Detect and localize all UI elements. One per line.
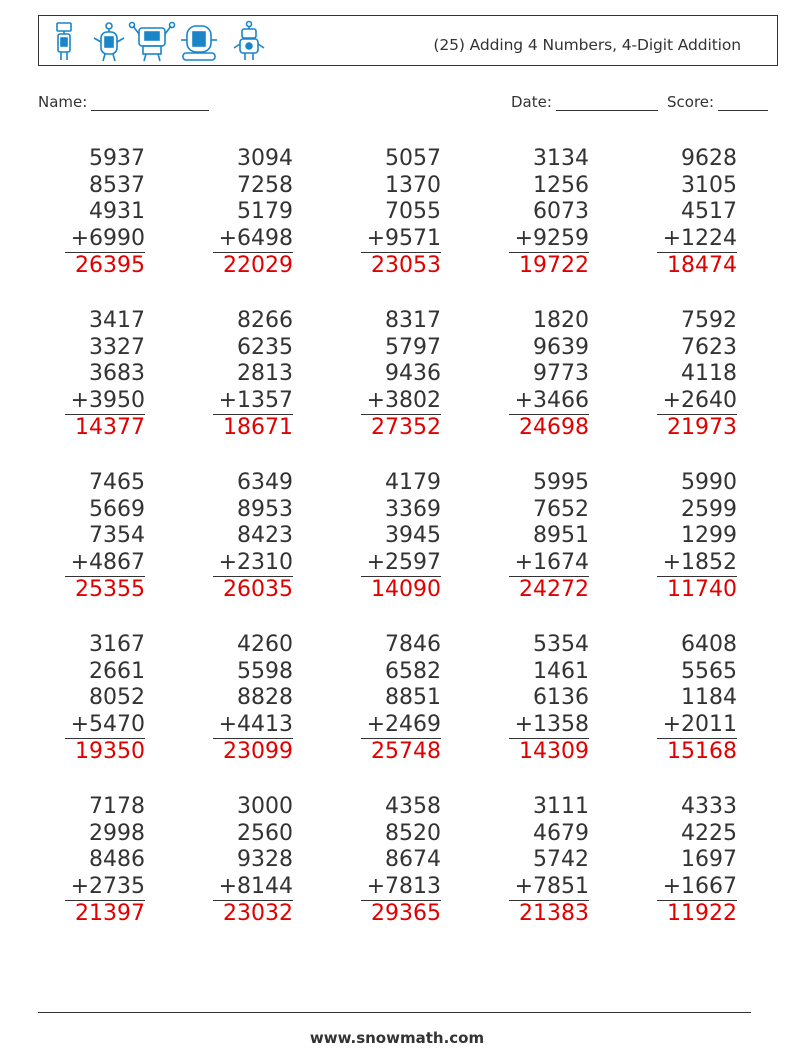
addend: 7055 <box>385 199 441 225</box>
score-field[interactable] <box>667 93 768 111</box>
addend: 5565 <box>681 658 737 684</box>
answer: 19722 <box>519 253 589 279</box>
addend: 5797 <box>385 334 441 360</box>
answer: 14309 <box>519 739 589 765</box>
addend: 4260 <box>237 632 293 657</box>
addend: 3094 <box>237 146 293 171</box>
addend: 3167 <box>89 632 145 657</box>
footer-divider <box>38 1012 751 1013</box>
addend: 8052 <box>89 685 145 711</box>
addend-with-plus: +5470 <box>65 712 145 740</box>
addend: 2560 <box>237 820 293 846</box>
addition-problem <box>361 632 441 766</box>
addend-with-plus: +2597 <box>361 550 441 578</box>
addend: 7846 <box>385 632 441 657</box>
addend: 5179 <box>237 199 293 225</box>
addition-problem <box>213 794 293 928</box>
addend: 9639 <box>533 334 589 360</box>
addend-with-plus: +2640 <box>657 388 737 416</box>
answer: 25355 <box>75 577 145 603</box>
addend: 8951 <box>533 523 589 549</box>
answer: 23099 <box>223 739 293 765</box>
addition-problem <box>213 146 293 280</box>
addend-with-plus: +3802 <box>361 388 441 416</box>
addition-problem <box>65 794 145 928</box>
addend: 6136 <box>533 685 589 711</box>
answer: 27352 <box>371 415 441 441</box>
addend-with-plus: +1224 <box>657 226 737 254</box>
addend: 6349 <box>237 470 293 495</box>
addend: 4333 <box>681 794 737 819</box>
robots-icon <box>53 20 273 64</box>
addend-with-plus: +4413 <box>213 712 293 740</box>
addend: 4517 <box>681 199 737 225</box>
addend-with-plus: +3950 <box>65 388 145 416</box>
addend: 3111 <box>533 794 589 819</box>
addition-problem <box>65 308 145 442</box>
addend-with-plus: +3466 <box>509 388 589 416</box>
answer: 19350 <box>75 739 145 765</box>
answer: 11922 <box>667 901 737 927</box>
answer: 26035 <box>223 577 293 603</box>
addend: 8423 <box>237 523 293 549</box>
addition-problem <box>361 146 441 280</box>
addition-problem <box>65 632 145 766</box>
addition-problem <box>657 470 737 604</box>
robot-logo-strip <box>53 20 273 64</box>
addend-with-plus: +4867 <box>65 550 145 578</box>
addend: 3105 <box>681 172 737 198</box>
addend: 3134 <box>533 146 589 171</box>
addition-problem <box>657 794 737 928</box>
answer: 25748 <box>371 739 441 765</box>
addend: 5990 <box>681 470 737 495</box>
addend: 1820 <box>533 308 589 333</box>
answer: 14090 <box>371 577 441 603</box>
addend: 6073 <box>533 199 589 225</box>
score-label: Score: <box>667 93 715 111</box>
addend: 6235 <box>237 334 293 360</box>
worksheet-title: (25) Adding 4 Numbers, 4-Digit Addition <box>433 36 741 54</box>
addition-problem <box>361 470 441 604</box>
addend: 8851 <box>385 685 441 711</box>
addend-with-plus: +6990 <box>65 226 145 254</box>
addend: 4358 <box>385 794 441 819</box>
addend-with-plus: +1358 <box>509 712 589 740</box>
addend: 8828 <box>237 685 293 711</box>
addend: 8537 <box>89 172 145 198</box>
addend: 1697 <box>681 847 737 873</box>
addend: 5742 <box>533 847 589 873</box>
addend: 1370 <box>385 172 441 198</box>
addition-problem <box>509 146 589 280</box>
answer: 15168 <box>667 739 737 765</box>
addend: 8266 <box>237 308 293 333</box>
addition-problem <box>509 308 589 442</box>
answer: 23053 <box>371 253 441 279</box>
answer: 14377 <box>75 415 145 441</box>
addend: 7465 <box>89 470 145 495</box>
name-blank[interactable] <box>91 95 209 111</box>
addend: 5598 <box>237 658 293 684</box>
answer: 23032 <box>223 901 293 927</box>
name-field[interactable] <box>38 93 209 111</box>
addition-problem <box>657 308 737 442</box>
addend-with-plus: +8144 <box>213 874 293 902</box>
addend-with-plus: +9259 <box>509 226 589 254</box>
answer: 18474 <box>667 253 737 279</box>
addend: 2813 <box>237 361 293 387</box>
answer: 24698 <box>519 415 589 441</box>
addend: 2661 <box>89 658 145 684</box>
name-label: Name: <box>38 93 88 111</box>
addend: 7652 <box>533 496 589 522</box>
score-blank[interactable] <box>718 95 768 111</box>
addend: 9436 <box>385 361 441 387</box>
footer-website: www.snowmath.com <box>309 1029 485 1047</box>
addition-problem <box>509 794 589 928</box>
addition-problem <box>509 632 589 766</box>
addend: 1461 <box>533 658 589 684</box>
addend: 3417 <box>89 308 145 333</box>
addend-with-plus: +6498 <box>213 226 293 254</box>
addend: 5995 <box>533 470 589 495</box>
addend: 1184 <box>681 685 737 711</box>
answer: 21397 <box>75 901 145 927</box>
addend: 5354 <box>533 632 589 657</box>
addition-problem <box>65 470 145 604</box>
answer: 29365 <box>371 901 441 927</box>
addition-problem <box>213 632 293 766</box>
addend: 4225 <box>681 820 737 846</box>
addend: 5669 <box>89 496 145 522</box>
addend: 7178 <box>89 794 145 819</box>
addend: 5937 <box>89 146 145 171</box>
addend: 9628 <box>681 146 737 171</box>
answer: 21383 <box>519 901 589 927</box>
addition-problem <box>657 632 737 766</box>
addend: 9773 <box>533 361 589 387</box>
addend: 8674 <box>385 847 441 873</box>
worksheet-header <box>38 15 778 66</box>
date-field[interactable] <box>511 93 658 111</box>
addend: 4679 <box>533 820 589 846</box>
addend-with-plus: +7813 <box>361 874 441 902</box>
addend-with-plus: +9571 <box>361 226 441 254</box>
answer: 11740 <box>667 577 737 603</box>
addend: 3945 <box>385 523 441 549</box>
addition-problem <box>361 794 441 928</box>
addend: 8486 <box>89 847 145 873</box>
addend: 3683 <box>89 361 145 387</box>
addition-problem <box>361 308 441 442</box>
addend: 7258 <box>237 172 293 198</box>
addend: 5057 <box>385 146 441 171</box>
addend: 3327 <box>89 334 145 360</box>
answer: 21973 <box>667 415 737 441</box>
addend-with-plus: +2310 <box>213 550 293 578</box>
answer: 22029 <box>223 253 293 279</box>
addend: 3369 <box>385 496 441 522</box>
addend-with-plus: +2469 <box>361 712 441 740</box>
addend: 4118 <box>681 361 737 387</box>
addend-with-plus: +7851 <box>509 874 589 902</box>
addend: 6582 <box>385 658 441 684</box>
addend: 9328 <box>237 847 293 873</box>
addend: 7592 <box>681 308 737 333</box>
addend-with-plus: +2011 <box>657 712 737 740</box>
addend-with-plus: +1667 <box>657 874 737 902</box>
answer: 24272 <box>519 577 589 603</box>
addend: 4931 <box>89 199 145 225</box>
addend-with-plus: +1674 <box>509 550 589 578</box>
date-blank[interactable] <box>556 95 658 111</box>
addend: 8317 <box>385 308 441 333</box>
addition-problem <box>213 308 293 442</box>
addend: 8520 <box>385 820 441 846</box>
answer: 18671 <box>223 415 293 441</box>
addend: 8953 <box>237 496 293 522</box>
addition-problem <box>65 146 145 280</box>
addend: 7623 <box>681 334 737 360</box>
addend-with-plus: +1852 <box>657 550 737 578</box>
addend: 2599 <box>681 496 737 522</box>
addend: 3000 <box>237 794 293 819</box>
answer: 26395 <box>75 253 145 279</box>
addend: 6408 <box>681 632 737 657</box>
addend: 2998 <box>89 820 145 846</box>
addition-problem <box>657 146 737 280</box>
addend: 1256 <box>533 172 589 198</box>
addition-problem <box>509 470 589 604</box>
addend-with-plus: +1357 <box>213 388 293 416</box>
addend: 1299 <box>681 523 737 549</box>
addend: 7354 <box>89 523 145 549</box>
addend-with-plus: +2735 <box>65 874 145 902</box>
addend: 4179 <box>385 470 441 495</box>
addition-problem <box>213 470 293 604</box>
date-label: Date: <box>511 93 552 111</box>
